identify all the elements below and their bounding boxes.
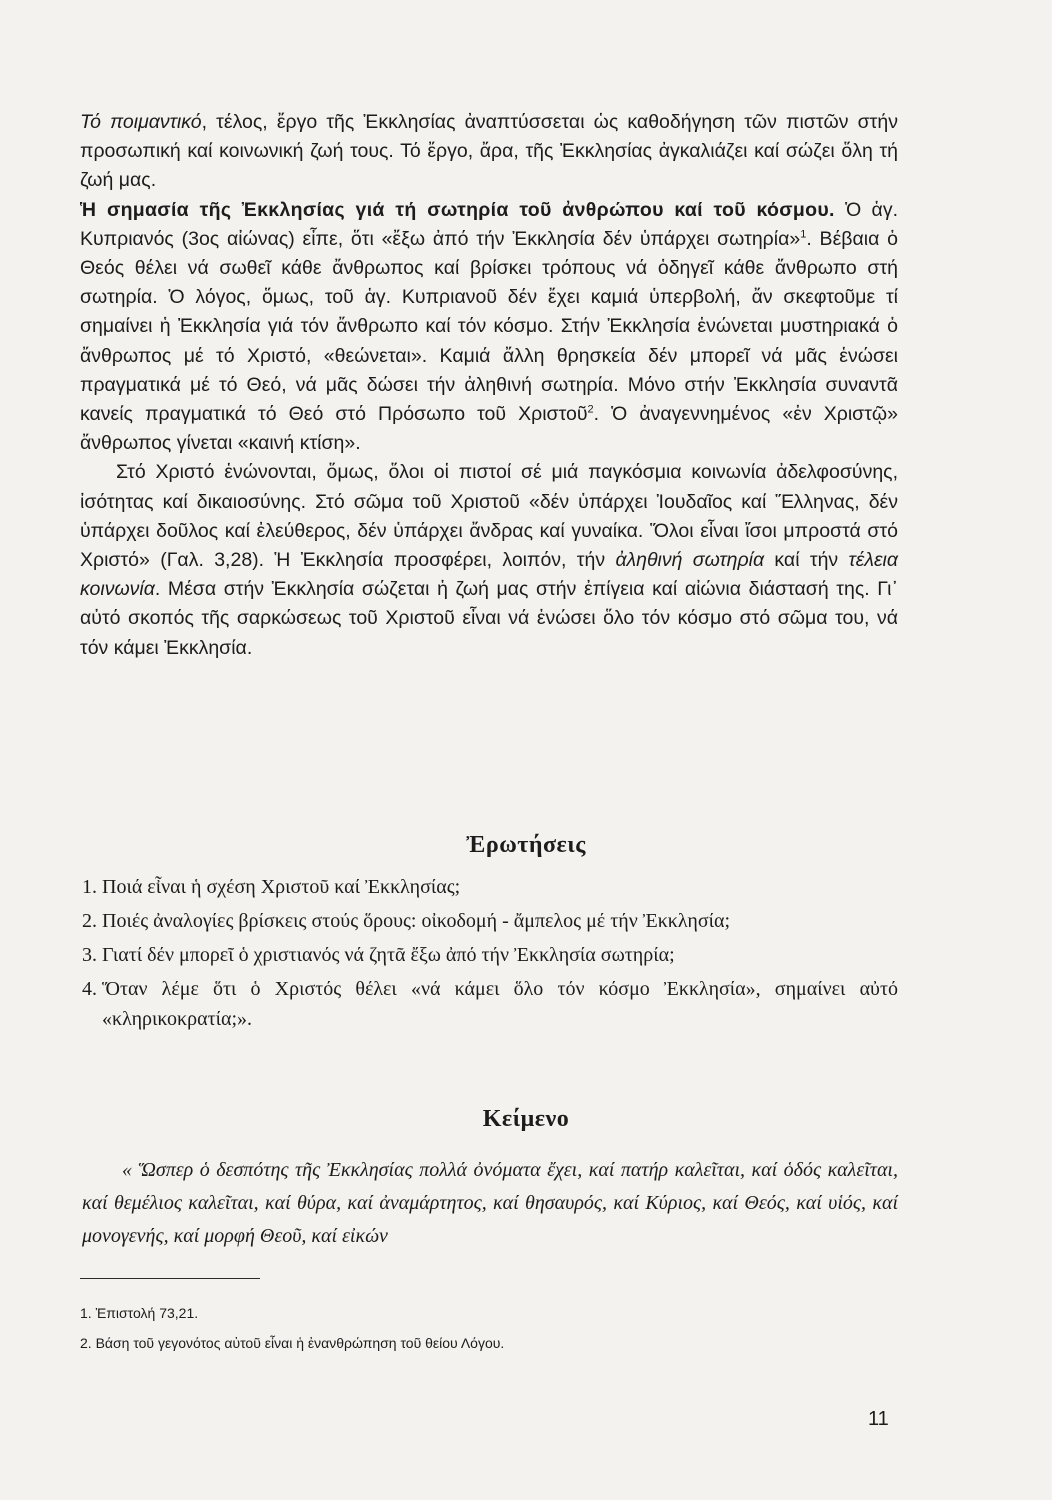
paragraph-community bbox=[80, 458, 898, 662]
footnote-ref-1: 1 bbox=[800, 228, 807, 241]
question-text: Ποιά εἶναι ἡ σχέση Χριστοῦ καί Ἐκκλησίας; bbox=[102, 876, 461, 898]
question-item bbox=[82, 974, 898, 1034]
question-number: 1. bbox=[82, 876, 97, 898]
footnote-divider bbox=[80, 1278, 260, 1279]
excerpt-title: Κείμενο bbox=[482, 1106, 570, 1132]
questions-list bbox=[82, 872, 898, 1038]
paragraph-text: . Μέσα στήν Ἐκκλησία σώζεται ἡ ζωή μας στήν ἐπίγεια καί αἰώνια διάστασή της. Γι᾿ αὐτό σκοπός τῆς σαρκώσεως τοῦ Χριστοῦ εἶναι νά ἑνώσει ὅλο τόν κόσμο στό σῶμα του, νά τόν κάμει Ἐκκλησία. bbox=[80, 578, 898, 659]
footnotes bbox=[80, 1298, 900, 1358]
main-text bbox=[80, 108, 898, 663]
question-number: 2. bbox=[82, 910, 97, 932]
footnote-2: 2. Βάση τοῦ γεγονότος αὐτοῦ εἶναι ἡ ἐνανθρώπηση τοῦ θείου Λόγου. bbox=[80, 1335, 505, 1351]
paragraph-text: Ὁ ἁγ. Κυπριανός (3ος αἰώνας) εἶπε, ὅτι «ἔξω ἀπό τήν Ἐκκλησία δέν ὑπάρχει σωτηρία» bbox=[80, 198, 898, 250]
footnote-1: 1. Ἐπιστολή 73,21. bbox=[80, 1305, 199, 1321]
excerpt-text: « Ὥσπερ ὁ δεσπότης τῆς Ἐκκλησίας πολλά ὀνόματα ἔχει, καί πατήρ καλεῖται, καί ὁδός καλεῖται, καί θεμέλιος καλεῖται, καί θύρα, καί ἀναμάρτητος, καί θησαυρός, καί Κύριος, καί Θεός, καί υἱός, καί μονογενής, καί μορφή Θεοῦ, καί εἰκών bbox=[82, 1159, 898, 1247]
paragraph-text: Στό Χριστό ἑνώνονται, ὅμως, ὅλοι οἱ πιστοί σέ μιά παγκόσμια κοινωνία ἀδελφοσύνης, ἰσότητας καί δικαιοσύνης. Στό σῶμα τοῦ Χριστοῦ «δέν ὑπάρχει Ἰουδαῖος καί Ἕλληνας, δέν ὑπάρχει δοῦλος καί ἐλεύθερος, δέν ὑπάρχει ἄνδρας καί γυναίκα. Ὅλοι εἶναι ἴσοι μπροστά στό Χριστό» (Γαλ. 3,28). Ἡ Ἐκκλησία προσφέρει, λοιπόν, τήν bbox=[80, 461, 898, 572]
question-item bbox=[82, 872, 898, 902]
paragraph-pastoral bbox=[80, 108, 898, 196]
page-number: 11 bbox=[868, 1408, 889, 1430]
questions-title: Ἐρωτήσεις bbox=[466, 832, 586, 858]
emphasis-true-salvation: ἀληθινή σωτηρία bbox=[615, 549, 765, 572]
question-item bbox=[82, 940, 898, 970]
paragraph-salvation bbox=[80, 196, 898, 459]
emphasis-perfect-community: τέλεια κοινωνία bbox=[80, 549, 898, 601]
paragraph-lead-italic: Τό ποιμαντικό bbox=[80, 111, 202, 133]
question-item bbox=[82, 906, 898, 936]
question-number: 4. bbox=[82, 978, 97, 1000]
footnote-ref-2: 2 bbox=[587, 403, 594, 416]
question-text: Ποιές ἀναλογίες βρίσκεις στούς ὅρους: οἰκοδομή - ἄμπελος μέ τήν Ἐκκλησία; bbox=[102, 910, 731, 932]
paragraph-text: . Βέβαια ὁ Θεός θέλει νά σωθεῖ κάθε ἄνθρωπος καί βρίσκει τρόπους νά ὁδηγεῖ κάθε ἄνθρωπο στή σωτηρία. Ὁ λόγος, ὅμως, τοῦ ἁγ. Κυπριανοῦ δέν ἔχει καμιά ὑπερβολή, ἄν σκεφτοῦμε τί σημαίνει ἡ Ἐκκλησία γιά τόν ἄνθρωπο καί τόν κόσμο. Στήν Ἐκκλησία ἑνώνεται μυστηριακά ὁ ἄνθρωπος μέ τό Χριστό, «θεώνεται». Καμιά ἄλλη θρησκεία δέν μπορεῖ νά μᾶς ἑνώσει πραγματικά μέ τό Θεό, νά μᾶς δώσει τήν ἀληθινή σωτηρία. Μόνο στήν Ἐκκλησία συναντᾶ κανείς πραγματικά τό Θεό στό Πρόσωπο τοῦ Χριστοῦ bbox=[80, 227, 898, 426]
question-number: 3. bbox=[82, 944, 97, 966]
question-text: Γιατί δέν μπορεῖ ὁ χριστιανός νά ζητᾶ ἔξω ἀπό τήν Ἐκκλησία σωτηρία; bbox=[102, 944, 675, 966]
section-heading-inline: Ἡ σημασία τῆς Ἐκκλησίας γιά τή σωτηρία τοῦ ἀνθρώπου καί τοῦ κόσμου. bbox=[80, 198, 835, 221]
paragraph-text: , τέλος, ἔργο τῆς Ἐκκλησίας ἀναπτύσσεται ὡς καθοδήγηση τῶν πιστῶν στήν προσωπική καί κοινωνική ζωή τους. Τό ἔργο, ἄρα, τῆς Ἐκκλησίας ἀγκαλιάζει καί σώζει ὅλη τή ζωή μας. bbox=[80, 111, 898, 192]
paragraph-text: καί τήν bbox=[764, 549, 849, 572]
question-text: Ὅταν λέμε ὅτι ὁ Χριστός θέλει «νά κάμει ὅλο τόν κόσμο Ἐκκλησία», σημαίνει αὐτό «κληρικοκρατία;». bbox=[102, 978, 898, 1030]
paragraph-text: . Ὁ ἀναγεννημένος «ἐν Χριστῷ» ἄνθρωπος γίνεται «καινή κτίση». bbox=[80, 403, 898, 455]
